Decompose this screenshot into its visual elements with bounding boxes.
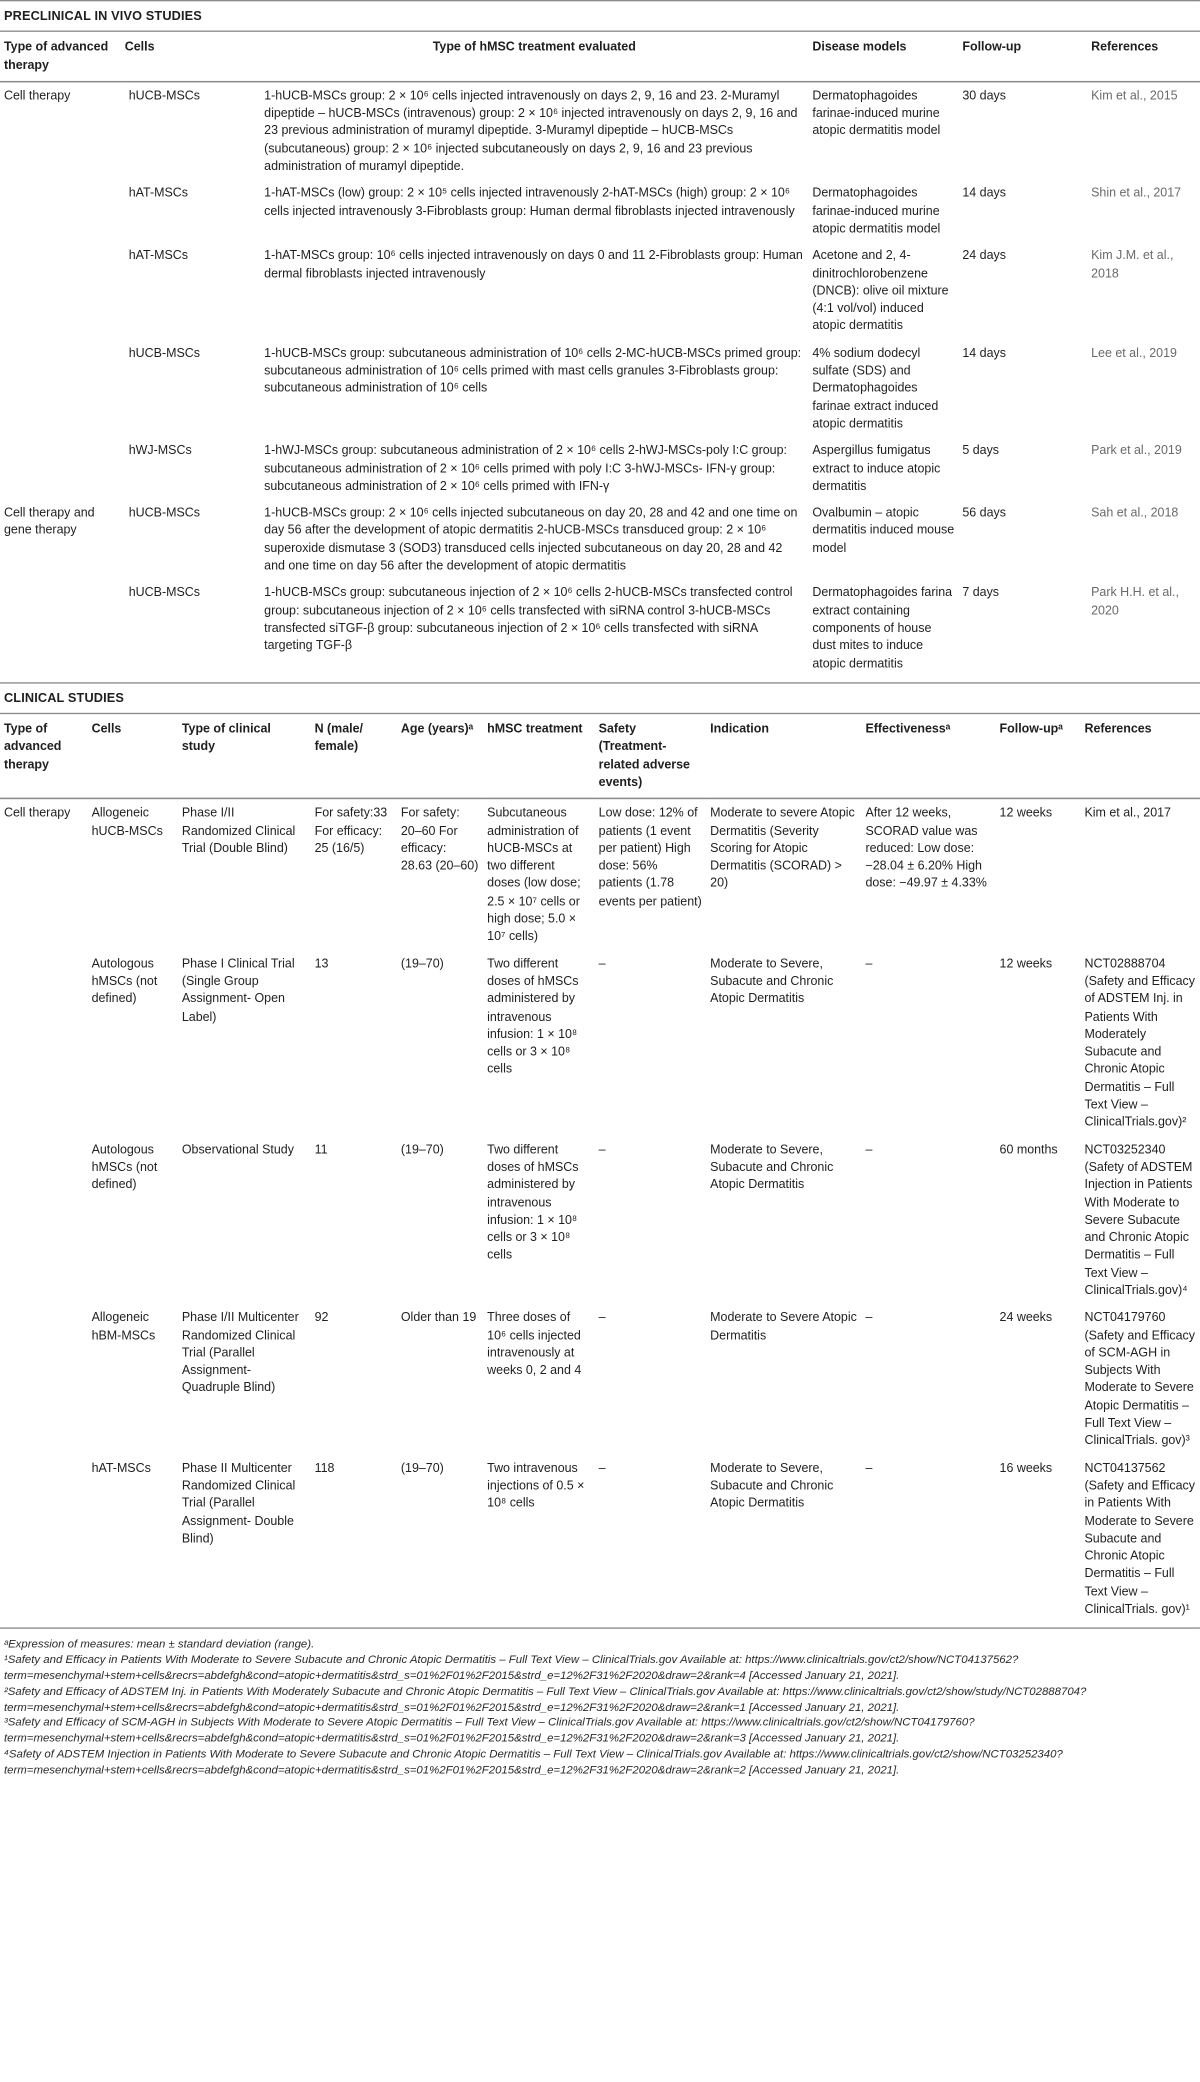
follow-up-cell: 14 days bbox=[962, 185, 1006, 200]
table-row bbox=[0, 950, 1200, 1136]
reference-cell: Sah et al., 2018 bbox=[1091, 504, 1179, 520]
header-clinical-study: Type of clinical study bbox=[181, 720, 271, 754]
therapy-type-cell bbox=[0, 950, 88, 1136]
clinical-study-cell: Phase I/II Multicenter Randomized Clinical Trial (Parallel Assignment- Quadruple Blind) bbox=[181, 1309, 299, 1395]
follow-up-cell: 30 days bbox=[962, 87, 1006, 103]
therapy-type-cell bbox=[0, 1304, 88, 1454]
follow-up-cell: 16 weeks bbox=[999, 1459, 1053, 1475]
therapy-type-cell: Cell therapy and gene therapy bbox=[3, 504, 95, 537]
safety-cell: Low dose: 12% of patients (1 event per patient) High dose: 56% patients (1.78 events per patient) bbox=[598, 804, 702, 908]
effectiveness-cell: – bbox=[865, 1459, 873, 1475]
clinical-table-body bbox=[0, 799, 1200, 1623]
disease-model-cell: Dermatophagoides farina extract containing components of house dust mites to induce atopic dermatitis bbox=[812, 584, 953, 670]
clinical-study-cell: Phase I Clinical Trial (Single Group Assignment- Open Label) bbox=[181, 955, 295, 1023]
disease-model-cell: Dermatophagoides farinae-induced murine atopic dermatitis model bbox=[812, 185, 941, 235]
follow-up-cell: 60 months bbox=[999, 1141, 1058, 1156]
treatment-cell: 1-hUCB-MSCs group: subcutaneous injection of 2 × 10⁶ cells 2-hUCB-MSCs transfected control group: subcutaneous injection of 2 × 10⁶ cells transfected with siRNA control 3-hUCB-MSCs transfected siTGF-β group: subcutaneous injection of 2 × 10⁶ cells transfected with siRNA targeting TGF-β bbox=[264, 584, 793, 653]
reference-cell: NCT04137562 (Safety and Efficacy in Patients With Moderate to Severe Subacute and Chronic Atopic Dermatitis – Full Text View – ClinicalTrials. gov)¹ bbox=[1084, 1459, 1195, 1616]
disease-model-cell: Dermatophagoides farinae-induced murine atopic dermatitis model bbox=[812, 87, 941, 138]
header-treatment: Type of hMSC treatment evaluated bbox=[432, 38, 636, 54]
effectiveness-cell: – bbox=[865, 1309, 873, 1324]
cells-cell: Allogeneic hUCB-MSCs bbox=[91, 804, 163, 838]
preclinical-table-body bbox=[0, 81, 1200, 676]
n-cell: For safety:33 For efficacy: 25 (16/5) bbox=[314, 804, 388, 855]
reference-cell: Kim et al., 2017 bbox=[1084, 804, 1171, 820]
therapy-type-cell bbox=[0, 1454, 88, 1622]
treatment-cell: Two different doses of hMSCs administered by intravenous infusion: 1 × 10⁸ cells or 3 × 10⁸ cells bbox=[487, 1141, 579, 1262]
effectiveness-cell: After 12 weeks, SCORAD value was reduced: Low dose: −28.04 ± 6.20% High dose: −49.97 ± 4.33% bbox=[865, 804, 987, 890]
header-follow-up: Follow-upᵃ bbox=[999, 720, 1063, 736]
follow-up-cell: 14 days bbox=[962, 344, 1006, 360]
table-row bbox=[0, 1304, 1200, 1454]
disease-model-cell: Ovalbumin – atopic dermatitis induced mouse model bbox=[812, 504, 955, 555]
follow-up-cell: 24 weeks bbox=[999, 1309, 1053, 1324]
table-row bbox=[0, 1136, 1200, 1304]
safety-cell: – bbox=[598, 1309, 606, 1324]
reference-cell: Park et al., 2019 bbox=[1091, 442, 1182, 457]
header-indication: Indication bbox=[710, 720, 769, 736]
table-row bbox=[0, 242, 1200, 340]
treatment-cell: 1-hAT-MSCs (low) group: 2 × 10⁵ cells injected intravenously 2-hAT-MSCs (high) group: 2 × 10⁶ cells injected intravenously 3-Fibroblasts group: Human dermal fibroblasts injected intravenously bbox=[264, 185, 795, 218]
n-cell: 11 bbox=[314, 1141, 328, 1156]
header-disease-models: Disease models bbox=[812, 38, 907, 54]
header-therapy-type: Type of advanced therapy bbox=[3, 720, 62, 771]
treatment-cell: 1-hUCB-MSCs group: 2 × 10⁶ cells injected intravenously on days 2, 9, 16 and 23. 2-Muramyl dipeptide – hUCB-MSCs (intravenous) group: 2 × 10⁶ injected intravenously on days 2, 9, 16 and 23 previous administration of muramyl dipeptide. 3-Muramyl dipeptide – hUCB-MSCs (subcutaneous) group: 2 × 10⁶ injected subcutaneously on days 2, 9, 16 and 23 previous administration of muramyl dipeptide. bbox=[264, 87, 798, 173]
footnote: ⁴Safety of ADSTEM Injection in Patients With Moderate to Severe Subacute and Chronic Atopic Dermatitis – Full Text View – ClinicalTrials.gov Available at: https://www.clinicaltrials.gov/ct2/show/NCT03252340?term=mesenchymal+stem+cells&recrs=abdefgh&cond=atopic+dermatitis&strd_s=01%2F01%2F2015&strd_e=12%2F31%2F2020&draw=2&rank=2 [Accessed January 21, 2021]. bbox=[3, 1746, 1063, 1776]
clinical-study-cell: Phase II Multicenter Randomized Clinical Trial (Parallel Assignment- Double Blind) bbox=[181, 1459, 296, 1545]
preclinical-header-row bbox=[0, 32, 1200, 81]
header-effectiveness: Effectivenessᵃ bbox=[865, 720, 951, 736]
follow-up-cell: 12 weeks bbox=[999, 804, 1053, 820]
clinical-table bbox=[0, 714, 1200, 1622]
header-age: Age (years)ᵃ bbox=[400, 720, 474, 736]
indication-cell: Moderate to Severe Atopic Dermatitis bbox=[710, 1309, 857, 1342]
cells-cell: Autologous hMSCs (not defined) bbox=[91, 1141, 158, 1191]
treatment-cell: Three doses of 10⁶ cells injected intravenously at weeks 0, 2 and 4 bbox=[487, 1309, 582, 1377]
cells-cell: hUCB-MSCs bbox=[128, 344, 200, 360]
therapy-type-cell bbox=[0, 339, 125, 437]
indication-cell: Moderate to Severe, Subacute and Chronic Atopic Dermatitis bbox=[710, 955, 834, 1006]
table-row bbox=[0, 1454, 1200, 1622]
reference-cell: Lee et al., 2019 bbox=[1091, 344, 1177, 360]
clinical-study-cell: Phase I/II Randomized Clinical Trial (Double Blind) bbox=[181, 804, 296, 855]
preclinical-section-title: PRECLINICAL IN VIVO STUDIES bbox=[0, 0, 1200, 32]
age-cell: For safety: 20–60 For efficacy: 28.63 (20–60) bbox=[400, 804, 479, 873]
safety-cell: – bbox=[598, 1141, 606, 1156]
footnote: ³Safety and Efficacy of SCM-AGH in Subjects With Moderate to Severe Atopic Dermatitis – Full Text View – ClinicalTrials.gov Available at: https://www.clinicaltrials.gov/ct2/show/NCT04179760?term=mesenchymal+stem+cells&recrs=abdefgh&cond=atopic+dermatitis&strd_s=01%2F01%2F2015&strd_e=12%2F31%2F2020&draw=2&rank=3 [Accessed January 21, 2021]. bbox=[3, 1715, 975, 1745]
table-row bbox=[0, 579, 1200, 677]
header-cells: Cells bbox=[124, 38, 155, 54]
follow-up-cell: 12 weeks bbox=[999, 955, 1053, 970]
table-row bbox=[0, 81, 1200, 179]
header-follow-up: Follow-up bbox=[962, 38, 1022, 54]
reference-cell: NCT03252340 (Safety of ADSTEM Injection in Patients With Moderate to Severe Subacute and Chronic Atopic Dermatitis – Full Text View – ClinicalTrials.gov)⁴ bbox=[1084, 1141, 1193, 1297]
header-safety: Safety (Treatment-related adverse events) bbox=[598, 720, 690, 789]
reference-cell: Kim J.M. et al., 2018 bbox=[1091, 247, 1174, 280]
preclinical-table bbox=[0, 32, 1200, 676]
n-cell: 118 bbox=[314, 1459, 335, 1475]
cells-cell: Autologous hMSCs (not defined) bbox=[91, 955, 158, 1006]
treatment-cell: Two different doses of hMSCs administered by intravenous infusion: 1 × 10⁸ cells or 3 × 10⁸ cells bbox=[487, 955, 579, 1076]
cells-cell: Allogeneic hBM-MSCs bbox=[91, 1309, 156, 1342]
follow-up-cell: 7 days bbox=[962, 584, 1000, 600]
therapy-type-cell bbox=[0, 180, 125, 242]
reference-cell: Park H.H. et al., 2020 bbox=[1091, 584, 1179, 617]
reference-cell: NCT04179760 (Safety and Efficacy of SCM-AGH in Subjects With Moderate to Severe Atopic Dermatitis – Full Text View – ClinicalTrials. gov)³ bbox=[1084, 1309, 1195, 1448]
therapy-type-cell bbox=[0, 1136, 88, 1304]
header-hmsc-treatment: hMSC treatment bbox=[487, 720, 583, 736]
therapy-type-cell: Cell therapy bbox=[3, 87, 71, 103]
follow-up-cell: 5 days bbox=[962, 442, 1000, 457]
footnotes bbox=[0, 1628, 1200, 1778]
header-references: References bbox=[1084, 720, 1152, 736]
footnote: ᵃExpression of measures: mean ± standard deviation (range). bbox=[3, 1637, 315, 1651]
treatment-cell: 1-hUCB-MSCs group: subcutaneous administration of 10⁶ cells 2-MC-hUCB-MSCs primed group: subcutaneous administration of 10⁶ cells primed with mast cells granules 3-Fibroblasts group: subcutaneous administration of 10⁶ cells bbox=[264, 344, 802, 395]
treatment-cell: 1-hAT-MSCs group: 10⁶ cells injected intravenously on days 0 and 11 2-Fibroblasts group: Human dermal fibroblasts injected intravenously bbox=[264, 247, 803, 280]
age-cell: Older than 19 bbox=[400, 1309, 477, 1324]
safety-cell: – bbox=[598, 1459, 606, 1475]
follow-up-cell: 56 days bbox=[962, 504, 1006, 520]
header-references: References bbox=[1091, 38, 1159, 54]
treatment-cell: Subcutaneous administration of hUCB-MSCs at two different doses (low dose; 2.5 × 10⁷ cells or high dose; 5.0 × 10⁷ cells) bbox=[487, 804, 581, 943]
n-cell: 92 bbox=[314, 1309, 329, 1324]
reference-cell: NCT02888704 (Safety and Efficacy of ADSTEM Inj. in Patients With Moderately Subacute and Chronic Atopic Dermatitis – Full Text View – ClinicalTrials.gov)² bbox=[1084, 955, 1195, 1129]
table-row bbox=[0, 799, 1200, 950]
age-cell: (19–70) bbox=[400, 1459, 444, 1475]
table-row bbox=[0, 180, 1200, 242]
header-therapy-type: Type of advanced therapy bbox=[3, 38, 109, 72]
therapy-type-cell bbox=[0, 437, 125, 499]
reference-cell: Kim et al., 2015 bbox=[1091, 87, 1178, 103]
table-row bbox=[0, 339, 1200, 437]
header-n: N (male/ female) bbox=[314, 720, 364, 754]
treatment-cell: Two intravenous injections of 0.5 × 10⁸ cells bbox=[487, 1459, 585, 1510]
disease-model-cell: 4% sodium dodecyl sulfate (SDS) and Dermatophagoides farinae extract induced atopic dermatitis bbox=[812, 344, 939, 430]
age-cell: (19–70) bbox=[400, 955, 444, 970]
cells-cell: hAT-MSCs bbox=[128, 247, 188, 262]
safety-cell: – bbox=[598, 955, 606, 970]
effectiveness-cell: – bbox=[865, 955, 873, 970]
treatment-cell: 1-hUCB-MSCs group: 2 × 10⁶ cells injected subcutaneous on day 20, 28 and 42 and one time on day 56 after the development of atopic dermatitis 2-hUCB-MSCs transduced group: 2 × 10⁶ superoxide dismutase 3 (SOD3) transduced cells injected subcutaneous on day 20, 28 and 42 and one time on day 56 after the development of atopic dermatitis bbox=[264, 504, 798, 573]
disease-model-cell: Acetone and 2, 4-dinitrochlorobenzene (DNCB): olive oil mixture (4:1 vol/vol) induced atopic dermatitis bbox=[812, 247, 949, 333]
cells-cell: hAT-MSCs bbox=[128, 185, 188, 200]
table-row bbox=[0, 437, 1200, 499]
clinical-section-title: CLINICAL STUDIES bbox=[0, 682, 1200, 714]
cells-cell: hWJ-MSCs bbox=[128, 442, 192, 457]
therapy-type-cell: Cell therapy bbox=[3, 804, 71, 820]
cells-cell: hAT-MSCs bbox=[91, 1459, 151, 1475]
footnote: ¹Safety and Efficacy in Patients With Moderate to Severe Subacute and Chronic Atopic Dermatitis – Full Text View – ClinicalTrials.gov Available at: https://www.clinicaltrials.gov/ct2/show/NCT04137562?term=mesenchymal+stem+cells&recrs=abdefgh&cond=atopic+dermatitis&strd_s=01%2F01%2F2015&strd_e=12%2F31%2F2020&draw=2&rank=4 [Accessed January 21, 2021]. bbox=[3, 1652, 1019, 1682]
effectiveness-cell: – bbox=[865, 1141, 873, 1156]
cells-cell: hUCB-MSCs bbox=[128, 504, 200, 520]
header-cells: Cells bbox=[91, 720, 122, 736]
cells-cell: hUCB-MSCs bbox=[128, 584, 200, 600]
indication-cell: Moderate to severe Atopic Dermatitis (Severity Scoring for Atopic Dermatitis (SCORAD) > 20) bbox=[710, 804, 855, 890]
indication-cell: Moderate to Severe, Subacute and Chronic Atopic Dermatitis bbox=[710, 1141, 834, 1191]
indication-cell: Moderate to Severe, Subacute and Chronic Atopic Dermatitis bbox=[710, 1459, 834, 1510]
footnote: ²Safety and Efficacy of ADSTEM Inj. in Patients With Moderately Subacute and Chronic Atopic Dermatitis – Full Text View – ClinicalTrials.gov Available at: https://www.clinicaltrials.gov/ct2/show/study/NCT02888704?term=mesenchymal+stem+cells&recrs=abdefgh&cond=atopic+dermatitis&strd_s=01%2F01%2F2015&strd_e=12%2F31%2F2020&draw=2&rank=1 [Accessed January 21, 2021]. bbox=[3, 1684, 1087, 1714]
cells-cell: hUCB-MSCs bbox=[128, 87, 200, 103]
n-cell: 13 bbox=[314, 955, 329, 970]
treatment-cell: 1-hWJ-MSCs group: subcutaneous administration of 2 × 10⁶ cells 2-hWJ-MSCs-poly I:C group: subcutaneous administration of 2 × 10⁶ cells primed with poly I:C 3-hWJ-MSCs- IFN-γ group: subcutaneous administration of 2 × 10⁶ cells primed with IFN-γ bbox=[264, 442, 787, 493]
clinical-header-row bbox=[0, 714, 1200, 799]
therapy-type-cell bbox=[0, 579, 125, 677]
disease-model-cell: Aspergillus fumigatus extract to induce atopic dermatitis bbox=[812, 442, 941, 493]
reference-cell: Shin et al., 2017 bbox=[1091, 185, 1182, 200]
table-row bbox=[0, 499, 1200, 579]
clinical-study-cell: Observational Study bbox=[181, 1141, 294, 1156]
follow-up-cell: 24 days bbox=[962, 247, 1006, 262]
therapy-type-cell bbox=[0, 242, 125, 340]
age-cell: (19–70) bbox=[400, 1141, 444, 1156]
